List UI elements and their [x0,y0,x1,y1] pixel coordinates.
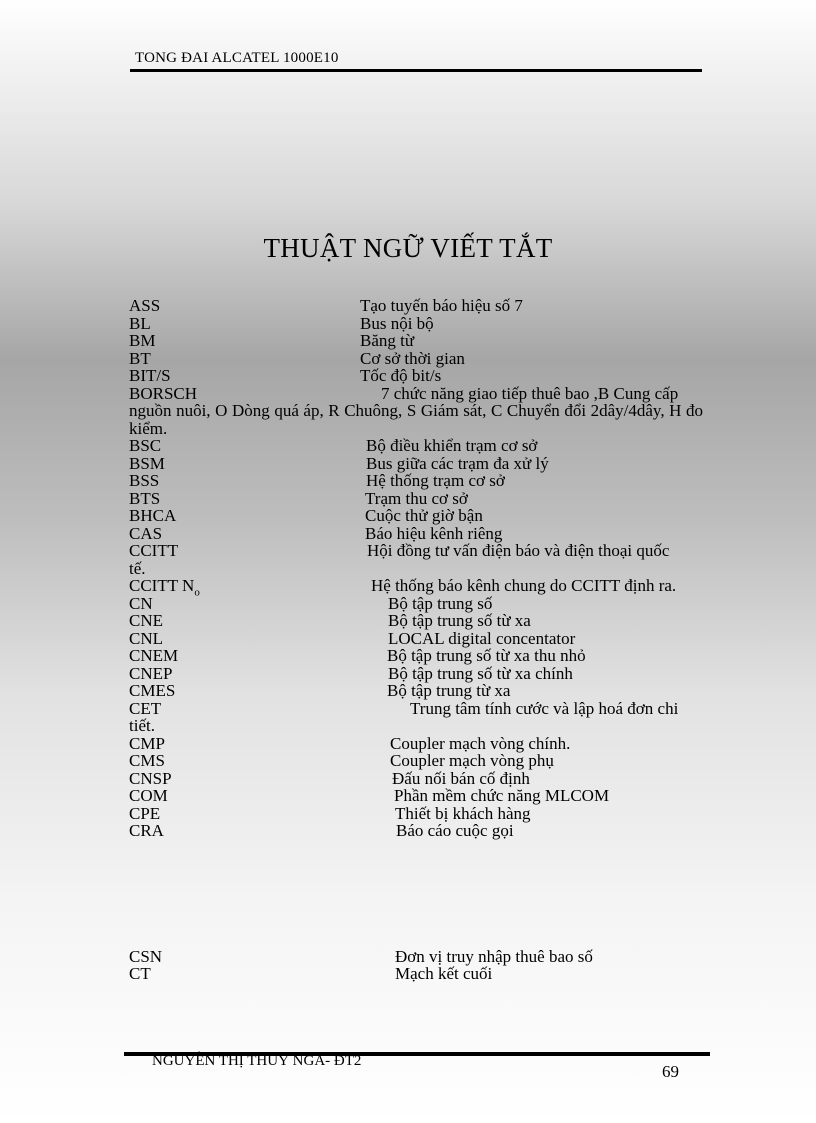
definition: Tạo tuyến báo hiệu số 7 [360,296,523,315]
definition: Báo hiệu kênh riêng [365,523,503,543]
list-item [129,332,703,350]
abbreviation: CRA [129,821,164,840]
definition: Mạch kết cuối [395,964,493,983]
list-item [129,700,703,718]
abbreviation: CNSP [129,768,172,788]
definition: LOCAL digital concentator [388,628,576,648]
running-header: TONG ĐAI ALCATEL 1000E10 [135,50,339,66]
list-item [129,385,703,403]
definition: Cơ sở thời gian [360,348,465,368]
header-divider [130,69,702,72]
definition: Trung tâm tính cước và lập hoá đơn chi [410,698,679,718]
list-item [129,350,703,368]
definition: Coupler mạch vòng chính. [390,733,571,753]
list-item [129,735,703,753]
list-item [129,490,703,508]
abbreviation: BIT/S [129,366,171,385]
list-item [129,525,703,543]
abbreviation: BT [129,348,151,368]
abbreviation: CAS [129,523,163,543]
abbreviation: CET [129,698,162,718]
abbreviation: BSS [129,471,160,490]
footer-author: NGUYỄN THỊ THUÝ NGA- ĐT2 [152,1053,362,1069]
definition: Báo cáo cuộc gọi [396,821,514,840]
definition: Cuộc thử giờ bận [365,506,483,525]
definition: Bộ tập trung số từ xa thu nhỏ [387,646,586,665]
abbreviation: CPE [129,803,161,823]
abbreviation: BTS [129,488,161,508]
definition: Bộ tập trung số từ xa [388,611,531,630]
definition-continuation: nguồn nuôi, O Dòng quá áp, R Chuông, S Giám sát, C Chuyển đổi 2dây/4dây, H đo kiểm. [129,401,703,438]
definition: Thiết bị khách hàng [395,803,531,823]
abbreviation: CMS [129,751,165,770]
abbreviation: ASS [129,296,161,315]
definition: Đơn vị truy nhập thuê bao số [395,946,593,966]
definition: Đấu nối bán cố định [392,768,530,788]
list-item [129,787,703,805]
abbreviation: BSM [129,453,165,473]
definition: Băng từ [360,331,415,350]
spacer [129,840,703,948]
definition: Bộ tập trung số từ xa chính [388,663,573,683]
definition-continuation: tiết. [129,716,155,735]
abbreviation: CMP [129,733,165,753]
page-number: 69 [662,1062,679,1081]
abbreviation: CCITT [129,541,179,560]
definition: Bus nội bộ [360,313,434,333]
list-item [129,770,703,788]
list-item [129,965,703,983]
abbreviation: CNEM [129,646,179,665]
definition: Hệ thống báo kênh chung do CCITT định ra. [371,576,677,595]
list-item [129,752,703,770]
list-item [129,576,703,599]
list-item [129,822,703,840]
abbreviation: BHCA [129,506,177,525]
abbreviation: CT [129,964,151,983]
list-item [129,682,703,700]
definition: Bộ tập trung từ xa [387,681,511,700]
abbreviation: BM [129,331,156,350]
list-item [129,612,703,630]
list-item [129,595,703,613]
definition: Tốc độ bit/s [360,366,442,385]
abbreviation: COM [129,786,168,805]
definition: Bus giữa các trạm đa xử lý [366,453,549,473]
list-item [129,472,703,490]
abbreviation: CN [129,593,153,613]
definition: Phần mềm chức năng MLCOM [394,786,610,805]
abbreviation: CSN [129,946,163,966]
definition: Hệ thống trạm cơ sở [366,471,505,490]
definition: Bộ tập trung số [388,593,493,613]
list-item [129,542,703,560]
abbreviation: BORSCH [129,383,198,403]
list-item [129,647,703,665]
list-item [129,665,703,683]
list-item [129,948,703,966]
abbreviation: BSC [129,436,162,455]
abbreviation: CNEP [129,663,173,683]
list-item [129,507,703,525]
definition-continuation: tế. [129,558,146,578]
list-item [129,455,703,473]
list-item [129,437,703,455]
definition: Coupler mạch vòng phụ [390,751,554,770]
page-title: THUẬT NGỮ VIẾT TẮT [263,233,553,263]
abbreviation: CNE [129,611,163,630]
abbreviation-list [129,297,703,983]
list-item [129,367,703,385]
list-item [129,805,703,823]
definition: 7 chức năng giao tiếp thuê bao ,B Cung cấp [381,383,679,403]
abbreviation: CNL [129,628,163,648]
definition: Trạm thu cơ sở [365,488,468,508]
abbreviation: BL [129,313,151,333]
abbreviation: CCITT $N_o$ [129,576,200,599]
list-item [129,315,703,333]
list-item [129,297,703,315]
definition: Hội đồng tư vấn điện báo và điện thoại quốc [367,541,670,560]
list-item [129,630,703,648]
abbreviation: CMES [129,681,176,700]
definition: Bộ điều khiển trạm cơ sở [366,436,538,455]
